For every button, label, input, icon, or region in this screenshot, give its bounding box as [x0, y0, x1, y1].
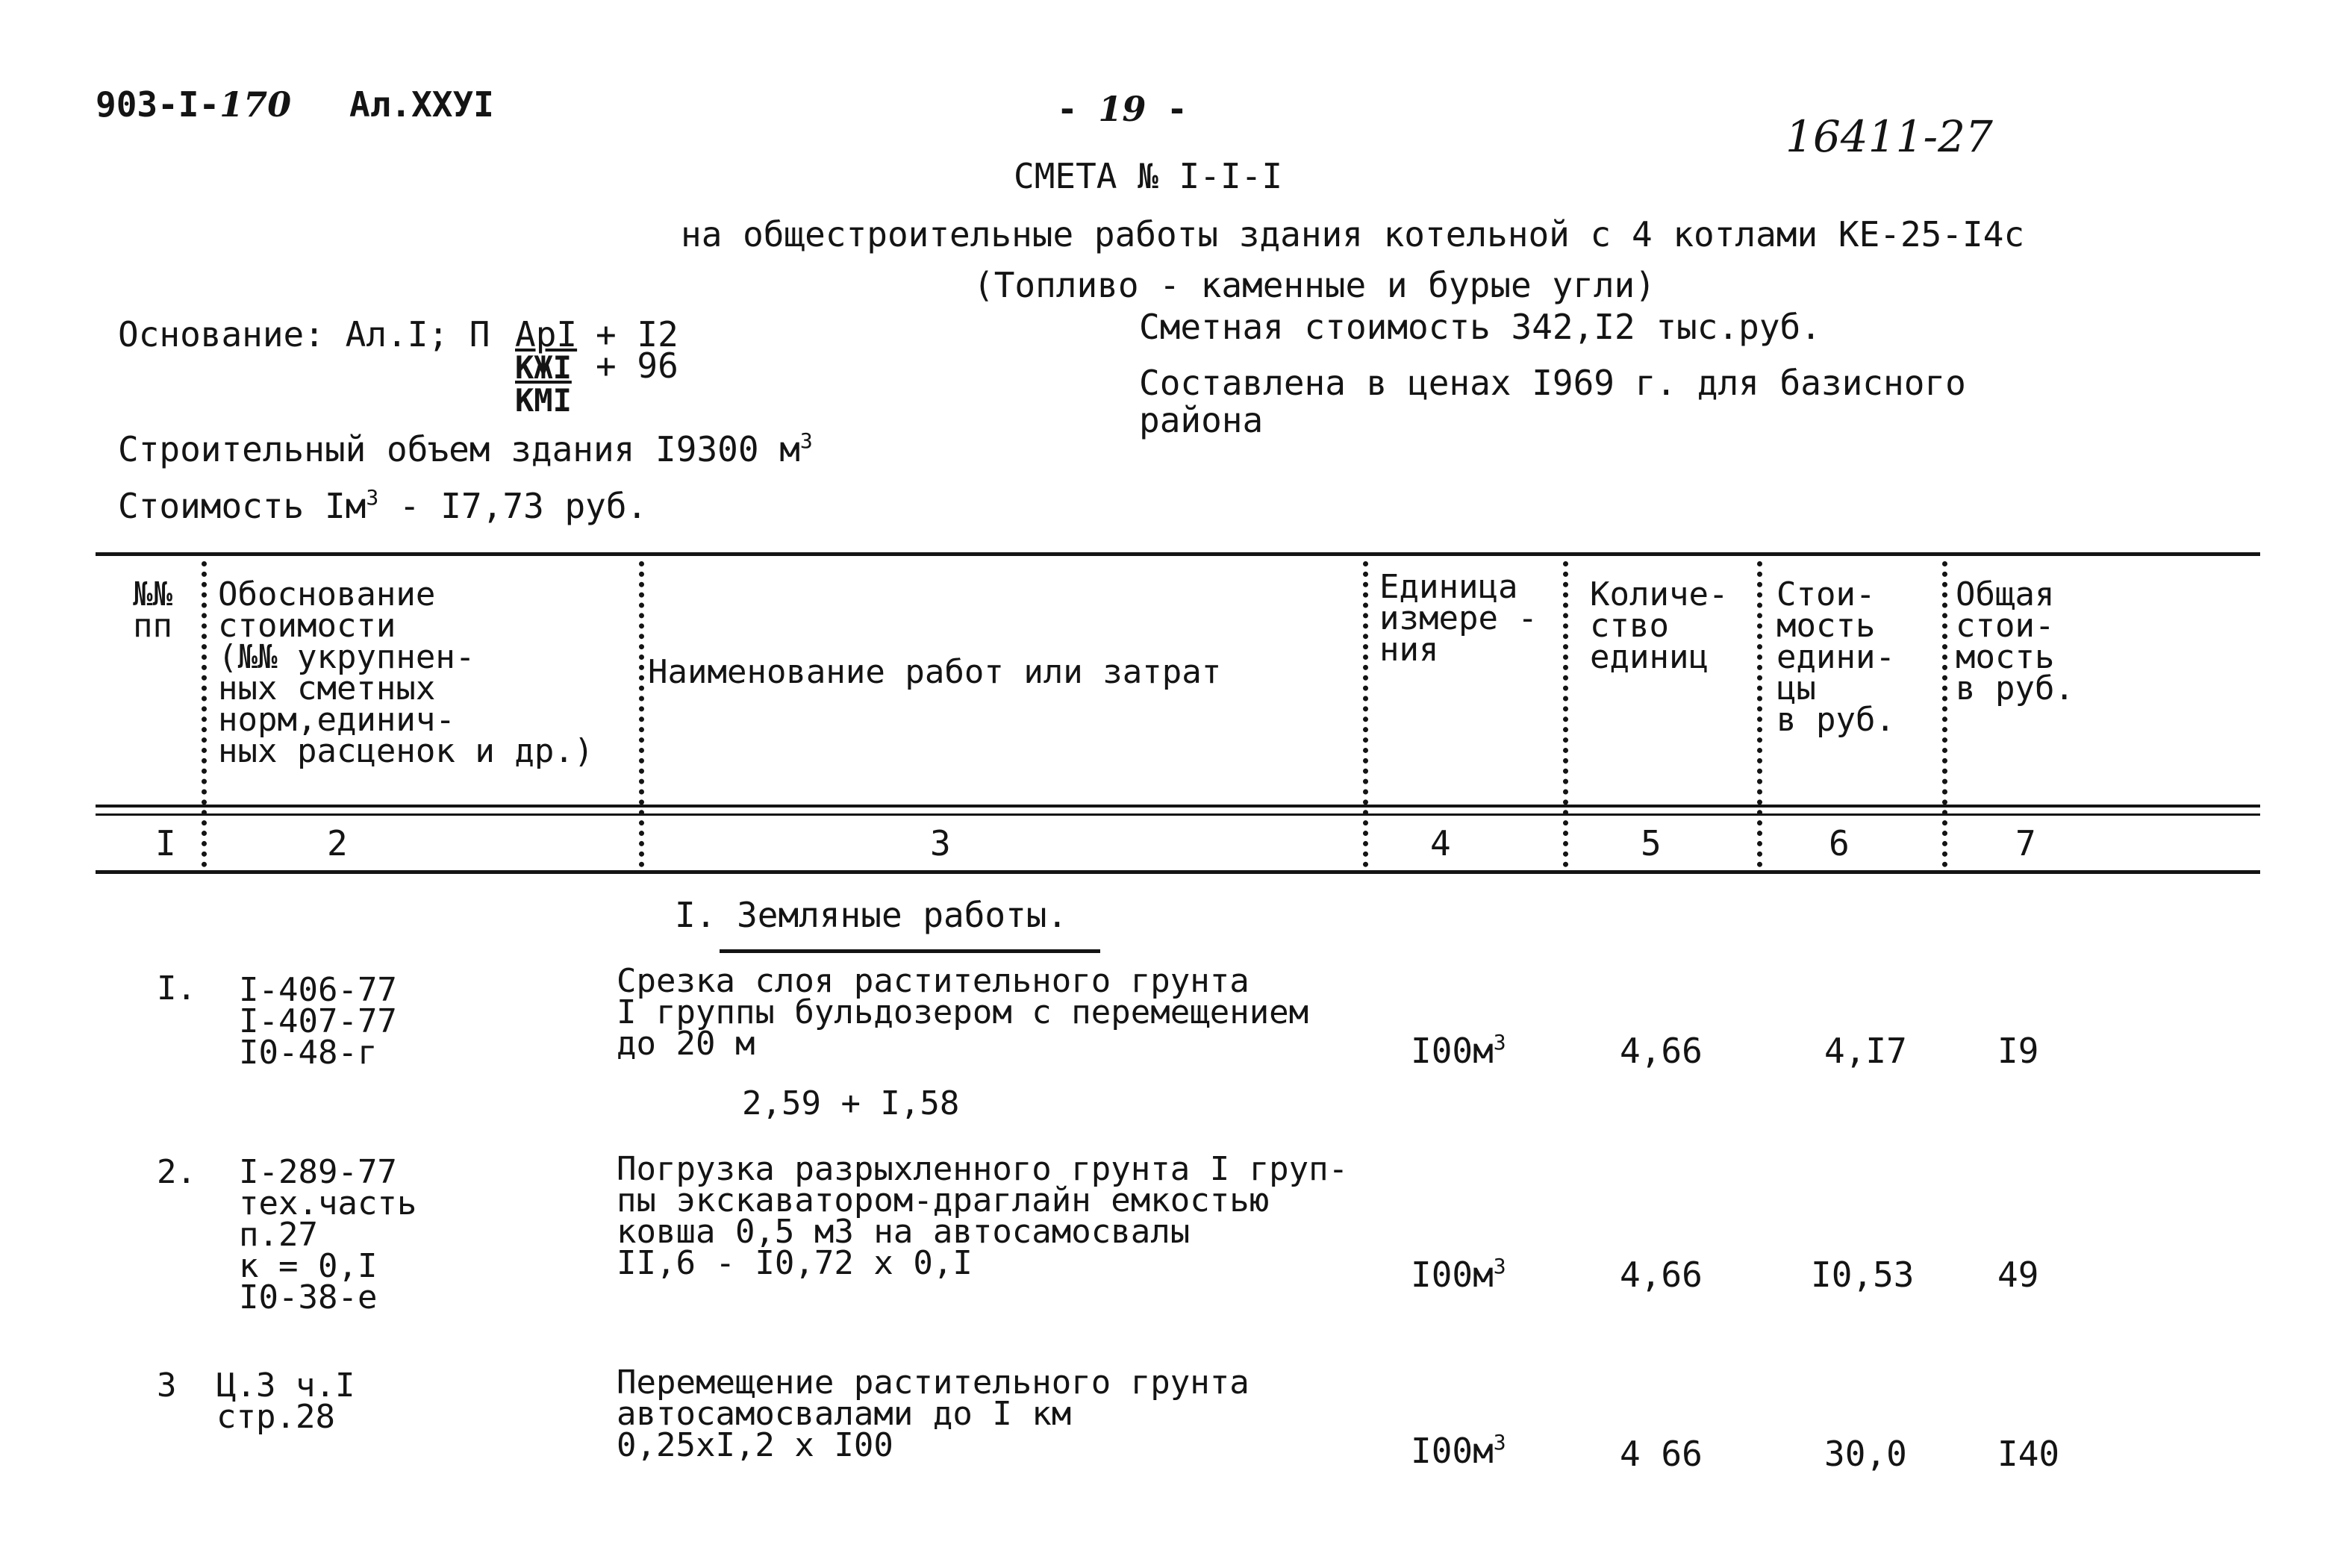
column-separator-5: [1757, 561, 1762, 867]
header-unit: Единица измере - ния: [1379, 568, 1538, 669]
header-basis: Обоснование стоимости (№№ укрупнен- ных сметных норм,единич- ных расценок и др.): [218, 575, 594, 770]
row-2-unit-superscript: 3: [1493, 1254, 1506, 1278]
basis-fraction-3: КМI: [515, 382, 572, 419]
table-top-rule: [96, 552, 2260, 556]
estimate-title: СМЕТА № I-I-I: [1014, 156, 1283, 196]
unit-cost-value: - I7,73 руб.: [378, 486, 648, 526]
row-1-quantity: 4,66: [1620, 1031, 1703, 1071]
row-3-work-name: Перемещение растительного грунта автосамосвалами до I км 0,25хI,2 х I00: [617, 1364, 1250, 1464]
column-separator-4: [1563, 561, 1568, 867]
row-1-number: I.: [157, 969, 196, 1008]
column-separator-2: [639, 561, 644, 867]
row-3-unit-price: 30,0: [1824, 1434, 1907, 1474]
row-1-unit-price: 4,I7: [1824, 1031, 1907, 1071]
column-number-6: 6: [1829, 823, 1850, 863]
basis-fraction-2-add: + 96: [596, 346, 678, 386]
page-number: [1057, 88, 1188, 130]
row-3-total: I40: [1997, 1434, 2060, 1474]
section-title: I. Земляные работы.: [675, 895, 1068, 935]
document-code: [96, 84, 291, 125]
row-3-basis: Ц.3 ч.I стр.28: [216, 1366, 355, 1436]
unit-cost: [118, 485, 647, 527]
row-3-number: 3: [157, 1366, 177, 1405]
basis-fraction-1-add: + I2: [596, 314, 678, 354]
fuel-note: (Топливо - каменные и бурые угли): [973, 265, 1656, 305]
row-3-unit: [1411, 1430, 1506, 1472]
row-1-calc: 2,59 + I,58: [742, 1084, 960, 1122]
header-work-name: Наименование работ или затрат: [648, 653, 1222, 691]
column-separator-3: [1363, 561, 1368, 867]
unit-cost-superscript: 3: [366, 485, 379, 510]
row-1-unit-superscript: 3: [1493, 1030, 1506, 1055]
basis-fraction-2: КЖI: [515, 349, 572, 386]
estimated-cost: Сметная стоимость 342,I2 тыс.руб.: [1139, 307, 1821, 347]
table-number-rule: [96, 870, 2260, 874]
row-2-unit: [1411, 1254, 1506, 1296]
document-code-handwritten: 170: [219, 84, 292, 125]
sheet-number: 16411-27: [1785, 111, 1993, 162]
page-number-prefix: -: [1057, 89, 1078, 129]
row-2-quantity: 4,66: [1620, 1255, 1703, 1295]
row-1-work-name: Срезка слоя растительного грунта I группы бульдозером с перемещением до 20 м: [617, 962, 1309, 1063]
album-number: Ал.XXУI: [349, 84, 494, 125]
column-number-5: 5: [1641, 823, 1662, 863]
table-header-rule-thin: [96, 813, 2260, 816]
row-1-unit-text: I00м: [1411, 1031, 1494, 1071]
basis-fraction-1: АрI: [515, 314, 578, 354]
row-2-unit-price: I0,53: [1811, 1255, 1915, 1295]
document-code-text: 903-I-: [96, 84, 220, 125]
column-number-2: 2: [327, 823, 348, 863]
row-3-quantity: 4 66: [1620, 1434, 1703, 1474]
estimate-subtitle: на общестроительные работы здания котельной с 4 котлами КЕ-25-I4с: [681, 214, 2025, 254]
column-number-3: 3: [930, 823, 951, 863]
row-1-unit: [1411, 1030, 1506, 1072]
column-separator-6: [1942, 561, 1947, 867]
row-1-total: I9: [1997, 1031, 2039, 1071]
header-unit-price: Стои- мость едини- цы в руб.: [1776, 575, 1895, 739]
unit-cost-text: Стоимость Iм: [118, 486, 366, 526]
row-2-work-name: Погрузка разрыхленного грунта I груп- пы экскаватором-драглайн емкостью ковша 0,5 м3 на автосамосвалы II,6 - I0,72 х 0,I: [617, 1150, 1349, 1282]
page-number-suffix: -: [1167, 89, 1188, 129]
header-total-price: Общая стои- мость в руб.: [1956, 575, 2074, 708]
building-volume-superscript: 3: [799, 428, 813, 453]
building-volume-text: Строительный объем здания I9300 м: [118, 429, 800, 469]
section-title-underline: [720, 949, 1100, 953]
column-separator-1: [202, 561, 207, 867]
row-1-basis: I-406-77 I-407-77 I0-48-г: [239, 971, 397, 1072]
column-number-1: I: [155, 823, 176, 863]
table-header-rule: [96, 805, 2260, 808]
row-2-basis: I-289-77 тех.часть п.27 к = 0,I I0-38-е: [239, 1153, 417, 1316]
row-2-number: 2.: [157, 1153, 196, 1191]
basis-label: Основание: Ал.I; П: [118, 314, 490, 354]
header-quantity: Количе- ство единиц: [1590, 575, 1729, 676]
header-number: №№ пп: [133, 575, 172, 645]
row-2-unit-text: I00м: [1411, 1255, 1494, 1295]
price-basis: Составлена в ценах I969 г. для базисного района: [1139, 363, 1966, 440]
row-3-unit-superscript: 3: [1493, 1430, 1506, 1455]
column-number-7: 7: [2015, 823, 2036, 863]
building-volume: [118, 428, 813, 470]
row-3-unit-text: I00м: [1411, 1431, 1494, 1471]
page-number-value: 19: [1098, 89, 1147, 129]
row-2-total: 49: [1997, 1255, 2039, 1295]
column-number-4: 4: [1430, 823, 1451, 863]
